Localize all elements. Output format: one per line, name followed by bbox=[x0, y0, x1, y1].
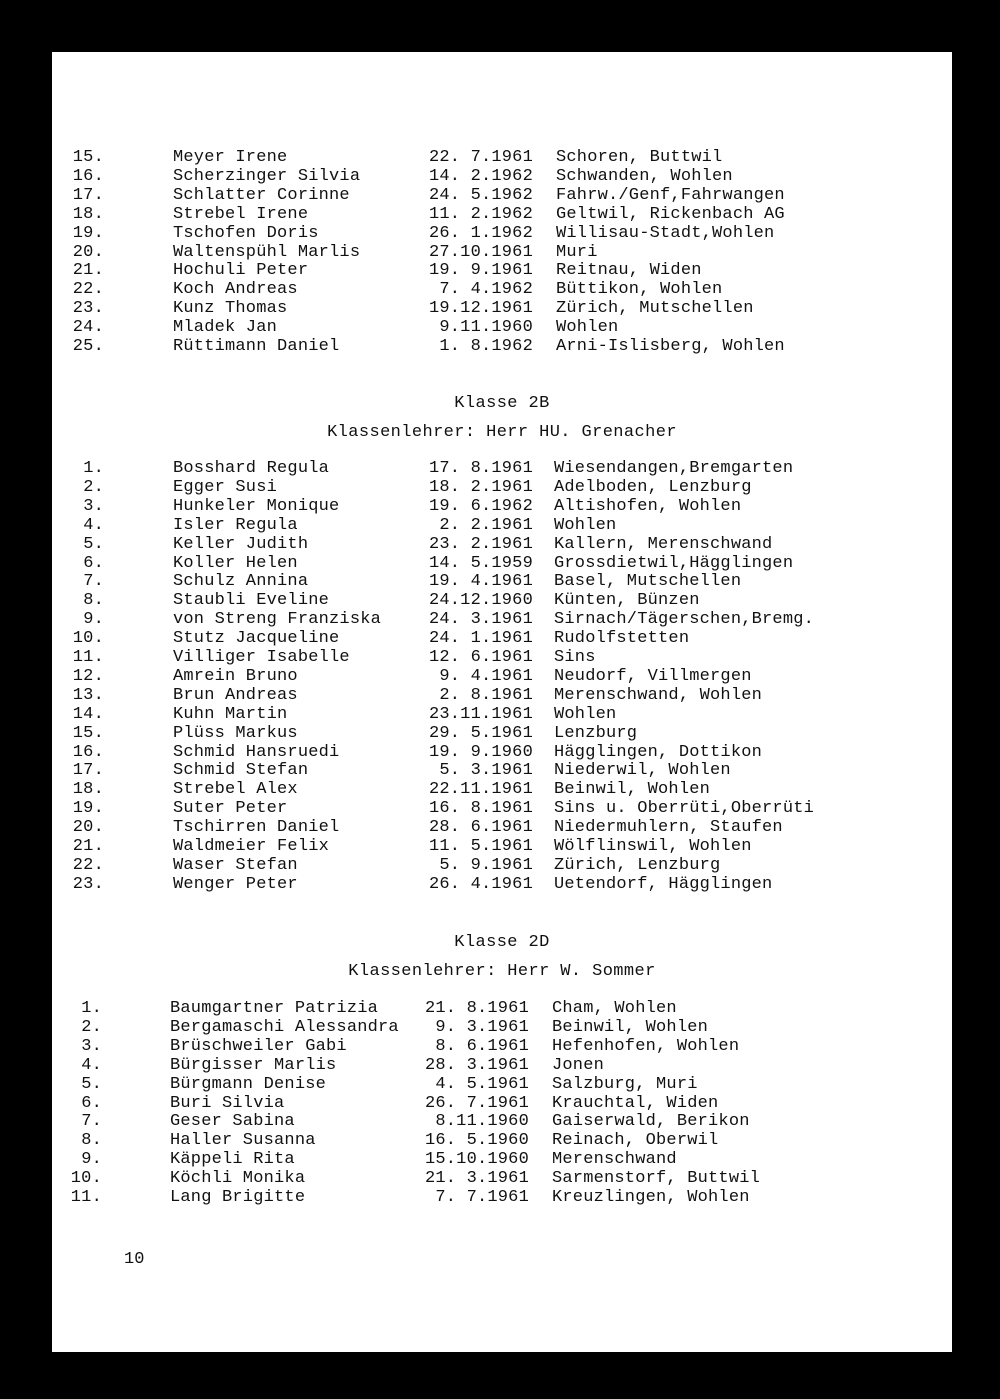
student-name: Keller Judith bbox=[173, 534, 309, 554]
home-place: Arni-Islisberg, Wohlen bbox=[556, 337, 785, 356]
birth-date: 22. 7.1961 bbox=[428, 148, 533, 167]
student-name: Bürgmann Denise bbox=[170, 1074, 327, 1094]
row-number: 10. bbox=[72, 629, 104, 649]
row-number: 21. bbox=[72, 837, 104, 856]
birth-date: 18. 2.1961 bbox=[428, 477, 533, 497]
row-number: 20. bbox=[72, 242, 104, 262]
row-number: 14. bbox=[72, 704, 104, 724]
birth-date: 1. 8.1962 bbox=[439, 337, 533, 356]
student-row bbox=[52, 337, 952, 356]
student-name: Lang Brigitte bbox=[170, 1188, 306, 1207]
birth-date: 28. 3.1961 bbox=[424, 1055, 529, 1075]
home-place: Beinwil, Wohlen bbox=[552, 1017, 709, 1037]
student-row bbox=[52, 516, 952, 535]
home-place: Sarmenstorf, Buttwil bbox=[552, 1169, 761, 1189]
student-row bbox=[52, 667, 952, 686]
student-row bbox=[52, 497, 952, 516]
birth-date: 19. 6.1962 bbox=[428, 496, 533, 516]
student-row bbox=[52, 243, 952, 262]
row-number: 23. bbox=[72, 874, 104, 894]
birth-date: 12. 6.1961 bbox=[428, 648, 533, 667]
row-number: 19. bbox=[72, 799, 104, 819]
student-row bbox=[52, 261, 952, 280]
home-place: Zürich, Lenzburg bbox=[554, 855, 721, 875]
birth-date: 14. 2.1962 bbox=[428, 166, 533, 186]
student-row bbox=[52, 1188, 952, 1207]
home-place: Adelboden, Lenzburg bbox=[554, 477, 752, 497]
home-place: Kallern, Merenschwand bbox=[554, 534, 773, 554]
home-place: Jonen bbox=[552, 1055, 605, 1075]
home-place: Geltwil, Rickenbach AG bbox=[556, 204, 785, 224]
home-place: Zürich, Mutschellen bbox=[556, 299, 754, 319]
student-name: Schulz Annina bbox=[173, 572, 309, 592]
birth-date: 22.11.1961 bbox=[428, 780, 533, 800]
birth-date: 26. 1.1962 bbox=[428, 223, 533, 243]
birth-date: 24. 1.1961 bbox=[428, 629, 533, 649]
student-row bbox=[52, 629, 952, 648]
student-name: Bergamaschi Alessandra bbox=[170, 1017, 399, 1037]
student-name: Hunkeler Monique bbox=[173, 496, 340, 516]
student-name: Strebel Irene bbox=[173, 204, 309, 224]
home-place: Krauchtal, Widen bbox=[552, 1093, 719, 1113]
birth-date: 19. 4.1961 bbox=[428, 572, 533, 592]
student-row bbox=[52, 837, 952, 856]
home-place: Hefenhofen, Wohlen bbox=[552, 1036, 740, 1056]
student-row bbox=[52, 224, 952, 243]
student-name: Tschirren Daniel bbox=[173, 818, 340, 838]
class-2d-teacher: Klassenlehrer: Herr W. Sommer bbox=[348, 962, 656, 981]
home-place: Uetendorf, Hägglingen bbox=[554, 874, 773, 894]
student-name: Käppeli Rita bbox=[170, 1150, 295, 1170]
document-page bbox=[52, 52, 952, 1352]
row-number: 3. bbox=[81, 1036, 102, 1056]
class-2b-title: Klasse 2B bbox=[454, 394, 550, 413]
row-number: 16. bbox=[72, 166, 104, 186]
student-name: Bosshard Regula bbox=[173, 459, 330, 478]
birth-date: 23. 2.1961 bbox=[428, 534, 533, 554]
home-place: Salzburg, Muri bbox=[552, 1074, 698, 1094]
row-number: 22. bbox=[72, 280, 104, 300]
student-name: Hochuli Peter bbox=[173, 261, 309, 281]
home-place: Cham, Wohlen bbox=[552, 999, 677, 1018]
home-place: Lenzburg bbox=[554, 723, 638, 743]
row-number: 21. bbox=[72, 261, 104, 281]
birth-date: 16. 8.1961 bbox=[428, 799, 533, 819]
student-name: Brüschweiler Gabi bbox=[170, 1036, 347, 1056]
birth-date: 5. 3.1961 bbox=[439, 761, 533, 781]
student-name: Tschofen Doris bbox=[173, 223, 319, 243]
home-place: Büttikon, Wohlen bbox=[556, 280, 723, 300]
student-name: Staubli Eveline bbox=[173, 591, 330, 611]
row-number: 7. bbox=[81, 1112, 102, 1132]
row-number: 11. bbox=[72, 648, 104, 667]
student-name: Geser Sabina bbox=[170, 1112, 295, 1132]
student-row bbox=[52, 999, 952, 1018]
row-number: 25. bbox=[72, 337, 104, 356]
home-place: Sirnach/Tägerschen,Bremg. bbox=[554, 610, 815, 630]
birth-date: 14. 5.1959 bbox=[428, 553, 533, 573]
student-row bbox=[52, 724, 952, 743]
birth-date: 27.10.1961 bbox=[428, 242, 533, 262]
student-name: Meyer Irene bbox=[173, 148, 288, 167]
home-place: Schwanden, Wohlen bbox=[556, 166, 733, 186]
row-number: 20. bbox=[72, 818, 104, 838]
birth-date: 24. 5.1962 bbox=[428, 185, 533, 205]
birth-date: 7. 7.1961 bbox=[435, 1188, 529, 1207]
student-name: Brun Andreas bbox=[173, 685, 298, 705]
home-place: Schoren, Buttwil bbox=[556, 148, 723, 167]
student-name: Schmid Stefan bbox=[173, 761, 309, 781]
student-name: Koch Andreas bbox=[173, 280, 298, 300]
student-name: Plüss Markus bbox=[173, 723, 298, 743]
birth-date: 4. 5.1961 bbox=[435, 1074, 529, 1094]
page-number: 10 bbox=[124, 1250, 145, 1269]
home-place: Willisau-Stadt,Wohlen bbox=[556, 223, 775, 243]
birth-date: 2. 8.1961 bbox=[439, 685, 533, 705]
home-place: Beinwil, Wohlen bbox=[554, 780, 711, 800]
student-name: Köchli Monika bbox=[170, 1169, 306, 1189]
home-place: Gaiserwald, Berikon bbox=[552, 1112, 750, 1132]
birth-date: 24. 3.1961 bbox=[428, 610, 533, 630]
student-row bbox=[52, 686, 952, 705]
row-number: 2. bbox=[81, 1017, 102, 1037]
student-row bbox=[52, 705, 952, 724]
row-number: 16. bbox=[72, 742, 104, 762]
birth-date: 19.12.1961 bbox=[428, 299, 533, 319]
student-row bbox=[52, 856, 952, 875]
student-row bbox=[52, 1056, 952, 1075]
birth-date: 9.11.1960 bbox=[439, 318, 533, 338]
row-number: 15. bbox=[72, 148, 104, 167]
student-name: Kunz Thomas bbox=[173, 299, 288, 319]
student-row bbox=[52, 167, 952, 186]
row-number: 5. bbox=[81, 1074, 102, 1094]
home-place: Niedermuhlern, Staufen bbox=[554, 818, 783, 838]
birth-date: 29. 5.1961 bbox=[428, 723, 533, 743]
home-place: Grossdietwil,Hägglingen bbox=[554, 553, 794, 573]
row-number: 18. bbox=[72, 780, 104, 800]
home-place: Wölflinswil, Wohlen bbox=[554, 837, 752, 856]
student-name: Koller Helen bbox=[173, 553, 298, 573]
home-place: Künten, Bünzen bbox=[554, 591, 700, 611]
row-number: 1. bbox=[83, 459, 104, 478]
home-place: Altishofen, Wohlen bbox=[554, 496, 742, 516]
row-number: 4. bbox=[83, 515, 104, 535]
birth-date: 24.12.1960 bbox=[428, 591, 533, 611]
student-name: Haller Susanna bbox=[170, 1131, 316, 1151]
student-row bbox=[52, 535, 952, 554]
class-2b-teacher: Klassenlehrer: Herr HU. Grenacher bbox=[327, 423, 677, 442]
row-number: 6. bbox=[81, 1093, 102, 1113]
row-number: 18. bbox=[72, 204, 104, 224]
home-place: Wohlen bbox=[556, 318, 619, 338]
row-number: 8. bbox=[81, 1131, 102, 1151]
birth-date: 7. 4.1962 bbox=[439, 280, 533, 300]
home-place: Wiesendangen,Bremgarten bbox=[554, 459, 794, 478]
row-number: 24. bbox=[72, 318, 104, 338]
birth-date: 11. 2.1962 bbox=[428, 204, 533, 224]
student-row bbox=[52, 148, 952, 167]
birth-date: 9. 3.1961 bbox=[435, 1017, 529, 1037]
student-row bbox=[52, 1018, 952, 1037]
student-row bbox=[52, 572, 952, 591]
row-number: 19. bbox=[72, 223, 104, 243]
student-row bbox=[52, 610, 952, 629]
row-number: 9. bbox=[83, 610, 104, 630]
student-row bbox=[52, 799, 952, 818]
birth-date: 2. 2.1961 bbox=[439, 515, 533, 535]
student-row bbox=[52, 761, 952, 780]
home-place: Reitnau, Widen bbox=[556, 261, 702, 281]
student-row bbox=[52, 818, 952, 837]
student-name: Egger Susi bbox=[173, 477, 278, 497]
student-name: Waser Stefan bbox=[173, 855, 298, 875]
student-name: Bürgisser Marlis bbox=[170, 1055, 337, 1075]
row-number: 13. bbox=[72, 685, 104, 705]
student-row bbox=[52, 280, 952, 299]
student-name: Kuhn Martin bbox=[173, 704, 288, 724]
home-place: Wohlen bbox=[554, 704, 617, 724]
birth-date: 23.11.1961 bbox=[428, 704, 533, 724]
row-number: 15. bbox=[72, 723, 104, 743]
row-number: 22. bbox=[72, 855, 104, 875]
home-place: Reinach, Oberwil bbox=[552, 1131, 719, 1151]
home-place: Basel, Mutschellen bbox=[554, 572, 742, 592]
row-number: 5. bbox=[83, 534, 104, 554]
home-place: Kreuzlingen, Wohlen bbox=[552, 1188, 750, 1207]
row-number: 8. bbox=[83, 591, 104, 611]
student-row bbox=[52, 743, 952, 762]
birth-date: 16. 5.1960 bbox=[424, 1131, 529, 1151]
student-name: Baumgartner Patrizia bbox=[170, 999, 379, 1018]
home-place: Sins u. Oberrüti,Oberrüti bbox=[554, 799, 815, 819]
student-name: von Streng Franziska bbox=[173, 610, 382, 630]
row-number: 6. bbox=[83, 553, 104, 573]
student-row bbox=[52, 299, 952, 318]
student-row bbox=[52, 1112, 952, 1131]
student-row bbox=[52, 1075, 952, 1094]
row-number: 2. bbox=[83, 477, 104, 497]
birth-date: 9. 4.1961 bbox=[439, 666, 533, 686]
birth-date: 11. 5.1961 bbox=[428, 837, 533, 856]
student-row bbox=[52, 459, 952, 478]
row-number: 17. bbox=[72, 761, 104, 781]
student-name: Amrein Bruno bbox=[173, 666, 298, 686]
birth-date: 8.11.1960 bbox=[435, 1112, 529, 1132]
birth-date: 26. 4.1961 bbox=[428, 874, 533, 894]
row-number: 23. bbox=[72, 299, 104, 319]
student-row bbox=[52, 1037, 952, 1056]
class-2d-title: Klasse 2D bbox=[454, 933, 550, 952]
home-place: Sins bbox=[554, 648, 596, 667]
student-name: Villiger Isabelle bbox=[173, 648, 350, 667]
student-row bbox=[52, 1131, 952, 1150]
home-place: Neudorf, Villmergen bbox=[554, 666, 752, 686]
row-number: 1. bbox=[81, 999, 102, 1018]
student-name: Mladek Jan bbox=[173, 318, 278, 338]
birth-date: 8. 6.1961 bbox=[435, 1036, 529, 1056]
student-name: Waldmeier Felix bbox=[173, 837, 330, 856]
student-name: Strebel Alex bbox=[173, 780, 298, 800]
student-name: Schlatter Corinne bbox=[173, 185, 350, 205]
student-name: Scherzinger Silvia bbox=[173, 166, 361, 186]
row-number: 17. bbox=[72, 185, 104, 205]
student-row bbox=[52, 780, 952, 799]
row-number: 12. bbox=[72, 666, 104, 686]
home-place: Wohlen bbox=[554, 515, 617, 535]
row-number: 7. bbox=[83, 572, 104, 592]
birth-date: 19. 9.1961 bbox=[428, 261, 533, 281]
row-number: 9. bbox=[81, 1150, 102, 1170]
student-row bbox=[52, 1094, 952, 1113]
birth-date: 15.10.1960 bbox=[424, 1150, 529, 1170]
home-place: Muri bbox=[556, 242, 598, 262]
row-number: 10. bbox=[70, 1169, 102, 1189]
birth-date: 19. 9.1960 bbox=[428, 742, 533, 762]
home-place: Niederwil, Wohlen bbox=[554, 761, 731, 781]
home-place: Merenschwand bbox=[552, 1150, 677, 1170]
student-name: Rüttimann Daniel bbox=[173, 337, 340, 356]
student-row bbox=[52, 478, 952, 497]
student-name: Waltenspühl Marlis bbox=[173, 242, 361, 262]
student-name: Wenger Peter bbox=[173, 874, 298, 894]
student-row bbox=[52, 1150, 952, 1169]
birth-date: 17. 8.1961 bbox=[428, 459, 533, 478]
student-row bbox=[52, 1169, 952, 1188]
birth-date: 21. 8.1961 bbox=[424, 999, 529, 1018]
home-place: Merenschwand, Wohlen bbox=[554, 685, 763, 705]
student-row bbox=[52, 648, 952, 667]
birth-date: 21. 3.1961 bbox=[424, 1169, 529, 1189]
birth-date: 5. 9.1961 bbox=[439, 855, 533, 875]
home-place: Fahrw./Genf,Fahrwangen bbox=[556, 185, 785, 205]
student-name: Stutz Jacqueline bbox=[173, 629, 340, 649]
birth-date: 26. 7.1961 bbox=[424, 1093, 529, 1113]
student-row bbox=[52, 318, 952, 337]
student-row bbox=[52, 875, 952, 894]
student-name: Buri Silvia bbox=[170, 1093, 285, 1113]
student-name: Schmid Hansruedi bbox=[173, 742, 340, 762]
row-number: 4. bbox=[81, 1055, 102, 1075]
row-number: 3. bbox=[83, 496, 104, 516]
row-number: 11. bbox=[70, 1188, 102, 1207]
student-row bbox=[52, 591, 952, 610]
home-place: Hägglingen, Dottikon bbox=[554, 742, 763, 762]
student-row bbox=[52, 205, 952, 224]
student-row bbox=[52, 186, 952, 205]
birth-date: 28. 6.1961 bbox=[428, 818, 533, 838]
student-name: Isler Regula bbox=[173, 515, 298, 535]
student-name: Suter Peter bbox=[173, 799, 288, 819]
home-place: Rudolfstetten bbox=[554, 629, 690, 649]
student-row bbox=[52, 554, 952, 573]
